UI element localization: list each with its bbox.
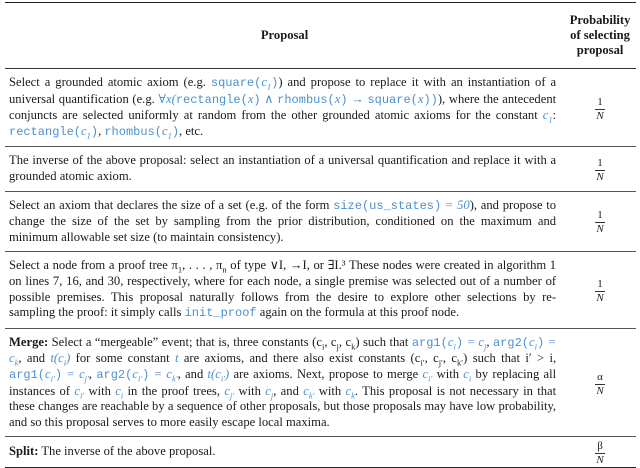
segment-text: , [98,123,105,138]
segment-text: ) [171,124,180,139]
segment-text: ) [455,335,464,350]
segment-text: = c [9,334,557,366]
segment-text: t(c [207,366,221,381]
denominator: N [596,223,604,236]
table-row [5,437,636,468]
segment-text: with [84,383,116,398]
subscript: k′ [308,390,315,401]
text-segment [9,368,45,382]
text-segment [81,123,91,141]
numerator: α [597,370,603,383]
text-segment [207,366,226,384]
segment-text: rhombus( [104,124,162,139]
subscript: i′ [420,357,425,368]
proposal-table [5,2,636,468]
text-segment [456,336,463,350]
numerator: 1 [597,278,603,291]
text-segment [185,306,257,320]
segment-text: with [432,366,464,381]
text-segment [45,366,55,384]
segment-text: again on the formula at this proof node. [256,305,460,320]
text-segment [355,335,412,349]
segment-text: Split: [9,444,39,459]
segment-text: ) such that i′ > i, [463,351,557,366]
segment-text: c [115,383,121,398]
text-segment [412,336,448,350]
text-segment [178,351,414,365]
text-segment [120,383,225,401]
segment-text: x [417,91,424,106]
subscript: j′ [229,390,235,401]
segment-text: by replacing all instances of [9,366,557,398]
segment-text: ) [536,335,545,350]
segment-text: c [316,334,322,349]
text-segment [261,75,272,92]
segment-text: , c [338,334,352,349]
text-segment [182,258,227,275]
text-segment [132,366,143,384]
segment-text: c [81,123,87,138]
subscript: i [453,341,456,352]
numerator: 1 [597,209,603,222]
text-segment [211,76,261,90]
segment-text: square( [367,92,418,107]
segment-text: ), and propose to change the size of the set by sampling from the prior distribution, conditioned on the maximum and minimum allowable set size (to maintain consistency). [9,197,557,244]
segment-text: c [345,383,352,398]
text-segment [261,92,278,106]
segment-text: ) [90,124,99,139]
segment-text: ) [54,367,63,382]
text-segment [463,351,556,365]
segment-text: ) [225,366,230,381]
text-segment [493,336,529,350]
segment-text: = 50 [441,197,470,212]
text-segment [171,258,183,275]
segment-text: c [265,383,271,398]
text-segment [96,368,132,382]
segment-text: of type ∨I, →I, or ∃I. [226,258,342,273]
text-segment [414,351,425,368]
segment-text: )) [423,92,438,107]
segment-text: , and [177,366,208,381]
text-segment [179,124,203,138]
text-segment [178,367,208,381]
segment-text: ) [271,76,279,90]
segment-text: π [171,258,178,273]
table-body [5,69,636,468]
table-row [5,252,636,328]
subscript: 1 [86,130,91,141]
segment-text: c [414,351,421,366]
proposal-description [5,147,564,191]
segment-text: c [224,383,230,398]
text-segment [314,384,345,398]
subscript: j [484,341,487,352]
subscript: 1 [177,264,183,275]
text-segment [303,383,315,401]
text-segment [528,334,537,352]
segment-text: arg2( [492,335,529,350]
probability-fraction [595,279,605,304]
segment-text: rectangle( [175,92,248,107]
subscript: i [120,390,124,401]
text-segment [348,92,368,106]
segment-text: init_proof [184,306,257,321]
text-segment [9,258,172,272]
segment-text: square( [210,76,262,90]
text-segment [9,335,48,349]
segment-text: t(c [50,351,64,366]
subscript: i [321,341,325,352]
segment-text: x [247,91,254,106]
text-segment [50,351,67,368]
proposal-description [5,437,564,468]
segment-text: rhombus( [277,92,335,107]
text-segment [55,368,62,382]
probability-cell [564,191,636,252]
text-segment [257,305,460,319]
segment-text: = c [149,366,172,381]
text-segment [91,125,98,139]
segment-text: c [161,123,168,138]
segment-text: arg1( [9,367,46,382]
segment-text: Select a node from a proof tree [9,258,172,273]
text-segment [321,334,339,352]
segment-text: c [74,383,80,398]
subscript: j [270,390,274,401]
segment-text: c [542,108,549,123]
text-segment [484,334,493,352]
segment-text: Select a grounded atomic axiom (e.g. [9,75,211,89]
probability-cell [564,437,636,468]
text-segment [161,123,172,141]
subscript: 1 [167,130,172,141]
segment-text: The inverse of the above proposal. [38,444,216,459]
header-probability: Probability of selecting proposal [564,3,636,69]
segment-text: ), where the antecedent conjuncts are selected uniformly at random from the other grounded atomic axioms for the constant [9,91,557,123]
text-segment [424,351,443,368]
numerator: β [597,440,603,453]
segment-text: with [234,383,266,398]
text-segment [336,334,356,352]
subscript: j′ [438,357,443,368]
text-segment [265,383,274,401]
segment-text: x [334,91,341,106]
probability-cell [564,69,636,147]
segment-text: These nodes were created in algorithm 1 on lines 7, 16, and 30, respectively, where for each node, a single premise was selected out of a number of possible premises. This proposal naturally follows from the desire to explore other selections by re-sampling the proof: it simply calls [9,258,557,320]
proposal-description [5,191,564,252]
subscript: i [534,341,537,352]
segment-text: , and [273,383,304,398]
subscript: i′ [220,373,226,384]
text-segment [84,384,115,398]
segment-text: , and [18,351,51,366]
text-segment [48,335,316,349]
segment-text: , c [424,351,439,366]
subscript: k [351,341,356,352]
segment-text: ) [253,92,261,107]
header-proposal: Proposal [5,3,564,69]
text-segment [9,153,556,183]
probability-fraction [595,372,605,397]
text-segment [172,125,179,139]
segment-text: → [347,91,368,106]
probability-fraction [595,441,605,466]
text-segment [176,93,248,107]
subscript: i′ [428,373,433,384]
segment-text: c [528,334,535,349]
table-header-row [5,3,636,69]
segment-text: c [261,75,267,89]
subscript: i [63,357,67,368]
denominator: N [596,292,604,305]
text-segment [62,366,89,384]
segment-text: ) and propose to replace it with an instantiation of a universal quantification (e.g. [9,75,557,106]
text-segment [270,383,304,401]
segment-text: : [552,108,557,123]
subscript: k′ [457,357,464,368]
segment-text: = c [463,334,484,349]
text-segment [149,366,178,384]
segment-text: , c [324,334,337,349]
text-segment [432,367,463,381]
text-segment [38,444,215,458]
subscript: k [14,357,19,368]
subscript: i′ [79,390,85,401]
subscript: n [222,264,227,275]
denominator: N [596,454,604,467]
text-segment [70,351,175,365]
text-segment [277,93,335,107]
segment-text: Select an axiom that declares the size of a set (e.g. of the form [9,197,334,212]
segment-text: . This proposal is not necessary in that these changes are reachable by a sequence of other proposals, but those proposals may have low probability, and so this proposal serves to more easily escape local maxima. [9,383,557,429]
table-row [5,69,636,147]
segment-text: , . . . , π [182,258,223,273]
segment-text: ) [142,367,150,382]
text-segment [224,383,235,401]
probability-fraction [595,158,605,183]
text-segment [9,125,81,139]
proposal-description [5,69,564,147]
text-segment [463,334,487,352]
text-segment [104,125,162,139]
segment-text: Select a “mergeable” event; that is, three constants ( [48,334,317,349]
segment-text: Merge: [9,334,49,349]
text-segment [447,334,456,352]
subscript: 1 [266,81,272,92]
numerator: 1 [597,95,603,108]
text-segment [9,75,211,89]
text-segment [423,93,437,107]
probability-fraction [595,210,605,235]
table-row [5,147,636,191]
segment-text: ) [66,351,71,366]
subscript: i′ [50,373,55,384]
segment-text: c [303,383,309,398]
segment-text: , [486,334,493,349]
segment-text: in the proof trees, [123,383,225,398]
text-segment [442,351,464,368]
segment-text: , c [442,351,458,366]
probability-fraction [595,97,605,122]
segment-text: with [314,383,346,398]
text-segment [340,93,347,107]
denominator: N [596,109,604,122]
proposal-description [5,252,564,328]
segment-text: are axioms. Next, propose to merge [229,366,423,381]
text-segment [229,367,422,381]
segment-text: ∧ [260,91,278,106]
denominator: N [596,170,604,183]
text-segment [345,383,355,401]
denominator: N [596,384,604,397]
subscript: j′ [84,373,89,384]
segment-text: ) [340,92,348,107]
segment-text: c [422,366,429,381]
segment-text: = c [62,366,85,381]
subscript: j [336,341,339,352]
probability-cell [564,328,636,437]
text-segment [542,108,553,125]
proposal-description [5,328,564,437]
numerator: 1 [597,156,603,169]
segment-text: rectangle( [9,124,82,139]
segment-text: t [174,351,179,366]
text-segment [441,198,470,212]
segment-text: arg1( [411,335,448,350]
segment-text: c [132,366,138,381]
segment-text: , [88,366,97,381]
segment-text: The inverse of the above proposal: select an instantiation of a universal quantification and replace it with a grounded atomic axiom. [9,153,557,183]
subscript: i′ [137,373,143,384]
probability-cell [564,252,636,328]
segment-text: ³ [341,258,346,273]
table-row [5,191,636,252]
text-segment [333,199,441,213]
text-segment [553,108,557,122]
text-segment [9,444,38,458]
table-row [5,328,636,437]
segment-text: arg2( [96,367,133,382]
segment-text: size(us_states) [333,198,442,213]
segment-text: c [45,366,51,381]
subscript: k′ [172,373,178,384]
text-segment [18,351,50,365]
text-segment [367,93,417,107]
text-segment [422,366,433,384]
segment-text: are axioms, and there also exist constants ( [178,351,415,366]
text-segment [74,383,85,401]
text-segment [158,92,175,106]
text-segment [9,198,333,212]
text-segment [253,93,260,107]
text-segment [234,384,265,398]
probability-cell [564,147,636,191]
segment-text: ) such that [355,334,412,349]
subscript: 1 [548,114,553,125]
segment-text: c [463,366,469,381]
segment-text: for some constant [70,351,175,366]
segment-text: , etc. [179,123,204,138]
subscript: k [351,390,355,401]
subscript: i [468,373,472,384]
segment-text: c [447,334,454,349]
segment-text: ∀x( [158,91,176,106]
text-segment [227,258,342,272]
